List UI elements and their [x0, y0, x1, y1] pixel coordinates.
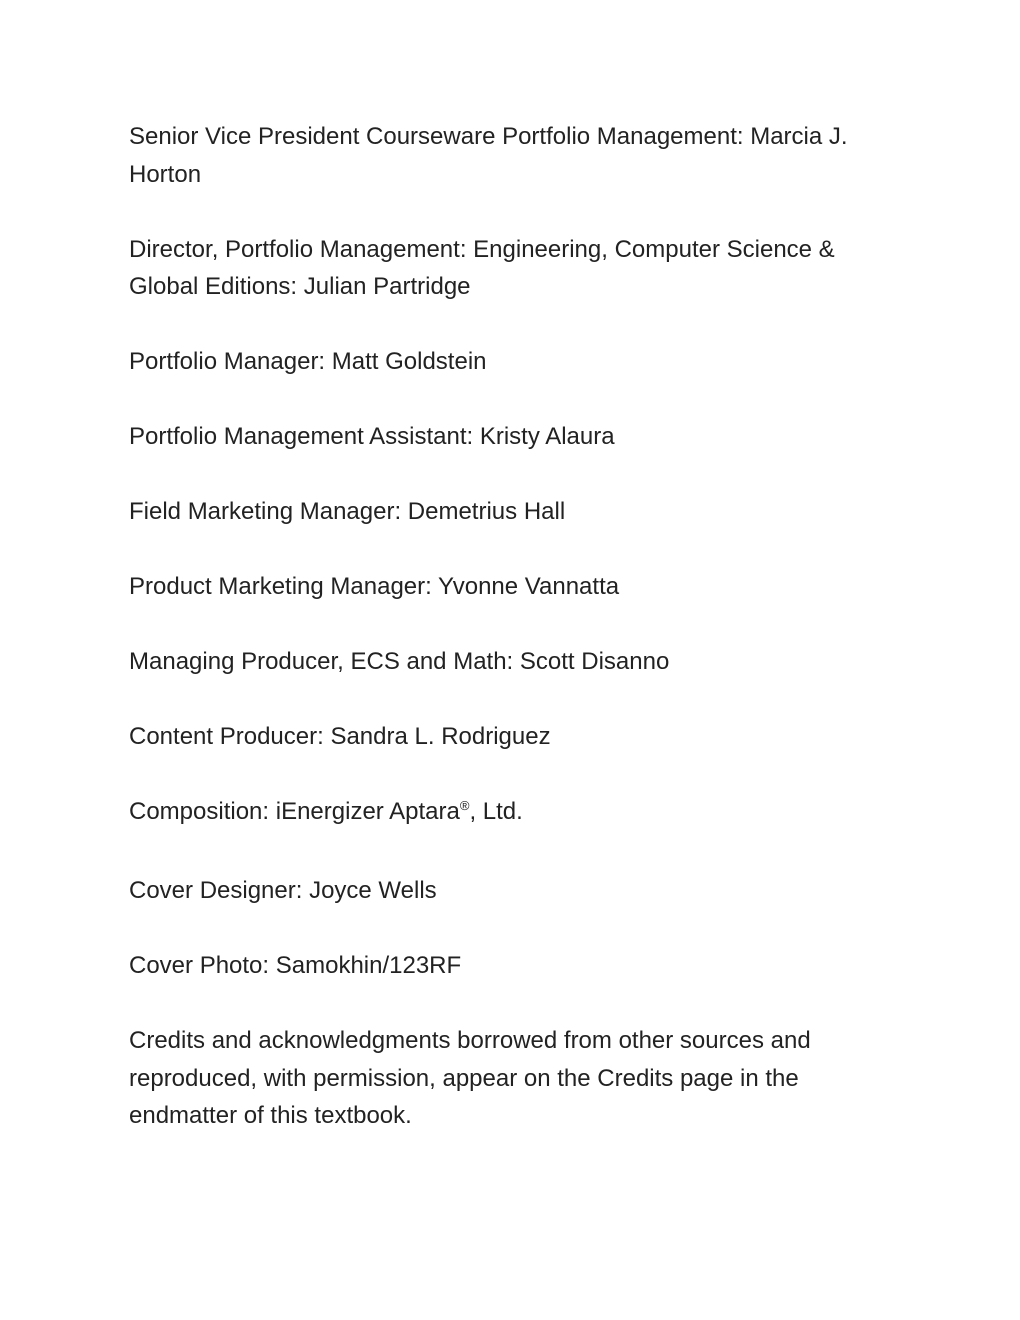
- registered-mark: ®: [459, 798, 470, 813]
- credit-line-field-marketing: Field Marketing Manager: Demetrius Hall: [129, 498, 566, 525]
- credit-line-cover-photo: Cover Photo: Samokhin/123RF: [129, 952, 462, 979]
- composition-suffix: , Ltd.: [469, 798, 523, 825]
- credit-line-portfolio-assistant: Portfolio Management Assistant: Kristy Alaura: [129, 423, 615, 450]
- credit-line-managing-producer: Managing Producer, ECS and Math: Scott Disanno: [129, 648, 670, 675]
- credit-line-content-producer: Content Producer: Sandra L. Rodriguez: [129, 723, 551, 750]
- credit-line-portfolio-manager: Portfolio Manager: Matt Goldstein: [129, 348, 487, 375]
- credit-line-director: Director, Portfolio Management: Engineering, Computer Science & Global Editions: Julian Partridge: [129, 235, 835, 300]
- composition-text: Composition: iEnergizer Aptara: [129, 798, 460, 825]
- credits-block: [129, 118, 889, 1172]
- credits-acknowledgment-note: Credits and acknowledgments borrowed from other sources and reproduced, with permission, appear on the Credits page in the endmatter of this textbook.: [129, 1027, 811, 1129]
- credit-line-cover-designer: Cover Designer: Joyce Wells: [129, 877, 437, 904]
- credit-line-product-marketing: Product Marketing Manager: Yvonne Vannatta: [129, 573, 620, 600]
- credit-line-senior-vp: Senior Vice President Courseware Portfolio Management: Marcia J. Horton: [129, 123, 848, 188]
- credit-line-composition: [129, 793, 889, 831]
